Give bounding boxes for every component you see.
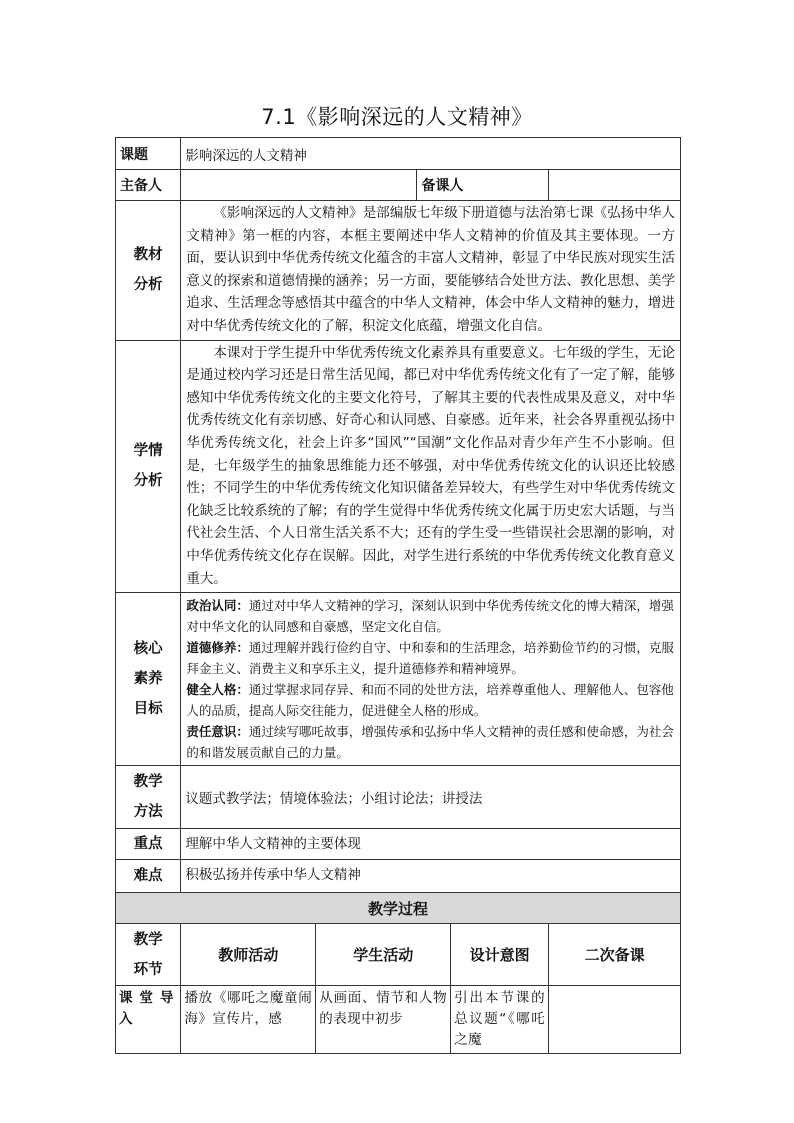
methods-label: 教学 方法 [116,766,181,829]
preparer-row [116,170,681,201]
textbook-analysis-row [116,201,681,341]
header-student-activity: 学生活动 [316,924,451,986]
header-stage: 教学 环节 [116,924,181,986]
core-goals-text [181,593,681,766]
student-analysis-row [116,340,681,593]
student-analysis-label: 学情 分析 [116,340,181,593]
process-header-row [116,924,681,986]
design-intent-intro: 引出本节课的总议题“《哪吒之魔 [451,986,549,1054]
header-design-intent: 设计意图 [451,924,549,986]
key-point-label: 重点 [116,829,181,860]
goal-responsibility: 责任意识：通过续写哪吒故事，增强传承和弘扬中华人文精神的责任感和使命感，为社会的和谐发展贡献自己的力量。 [186,724,674,761]
student-activity-intro: 从画面、情节和人物的表现中初步 [316,986,451,1054]
goal-moral-cultivation: 道德修养：通过理解并践行俭约自守、中和泰和的生活理念，培养勤俭节约的习惯，克服拜金主义、消费主义和享乐主义，提升道德修养和精神境界。 [186,640,674,677]
student-analysis-text: 本课对于学生提升中华优秀传统文化素养具有重要意义。七年级的学生，无论是通过校内学习还是日常生活见闻，都已对中华优秀传统文化有了一定了解，能够感知中华优秀传统文化的主要文化符号，了解其主要的代表性成果及意义，对中华优秀传统文化有亲切感、好奇心和认同感、自豪感。近年来，社会各界重视弘扬中华优秀传统文化，社会上许多“国风”“国潮”文化作品对青少年产生不小影响。但是，七年级学生的抽象思维能力还不够强，对中华优秀传统文化的认识还比较感性；不同学生的中华优秀传统文化知识储备差异较大，有些学生对中华优秀传统文化缺乏比较系统的了解；有的学生觉得中华优秀传统文化属于历史宏大话题，与当代社会生活、个人日常生活关系不大；还有的学生受一些错误社会思潮的影响，对中华优秀传统文化存在误解。因此，对学生进行系统的中华优秀传统文化教育意义重大。 [181,340,681,593]
second-preparation-intro [549,986,681,1054]
co-preparer-label: 备课人 [417,170,549,201]
page-title: 7.1《影响深远的人文精神》 [261,105,533,129]
header-second-preparation: 二次备课 [549,924,681,986]
co-preparer-value [549,170,681,201]
topic-row [116,138,681,170]
topic-value: 影响深远的人文精神 [181,138,681,170]
core-goals-row [116,593,681,766]
key-point-value: 理解中华人文精神的主要体现 [181,829,681,860]
stage-intro: 课堂导入 [116,986,181,1054]
topic-label: 课题 [116,138,181,170]
teacher-activity-intro: 播放《哪吒之魔童闹海》宣传片，感 [181,986,316,1054]
preparer-value [181,170,417,201]
preparer-label: 主备人 [116,170,181,201]
goal-sound-personality: 健全人格：通过掌握求同存异、和而不同的处世方法，培养尊重他人、理解他人、包容他人的品质，提高人际交往能力，促进健全人格的形成。 [186,682,674,719]
lesson-plan-table [115,137,681,1054]
difficulty-row [116,860,681,893]
methods-value: 议题式教学法；情境体验法；小组讨论法；讲授法 [181,766,681,829]
difficulty-label: 难点 [116,860,181,893]
key-point-row [116,829,681,860]
process-row-intro [116,986,681,1054]
textbook-analysis-label: 教材 分析 [116,201,181,341]
process-section-row [116,893,681,924]
goal-political-identity: 政治认同：通过对中华人文精神的学习，深刻认识到中华优秀传统文化的博大精深，增强对中华文化的认同感和自豪感，坚定文化自信。 [186,598,674,635]
core-goals-label: 核心 素养 目标 [116,593,181,766]
header-teacher-activity: 教师活动 [181,924,316,986]
process-section-title: 教学过程 [116,893,681,924]
methods-row [116,766,681,829]
difficulty-value: 积极弘扬并传承中华人文精神 [181,860,681,893]
textbook-analysis-text: 《影响深远的人文精神》是部编版七年级下册道德与法治第七课《弘扬中华人文精神》第一框的内容，本框主要阐述中华人文精神的价值及其主要体现。一方面，要认识到中华优秀传统文化蕴含的丰富人文精神，彰显了中华民族对现实生活意义的探索和道德情操的涵养；另一方面，要能够结合处世方法、教化思想、美学追求、生活理念等感悟其中蕴含的中华人文精神，体会中华人文精神的魅力，增进对中华优秀传统文化的了解，积淀文化底蕴，增强文化自信。 [181,201,681,341]
